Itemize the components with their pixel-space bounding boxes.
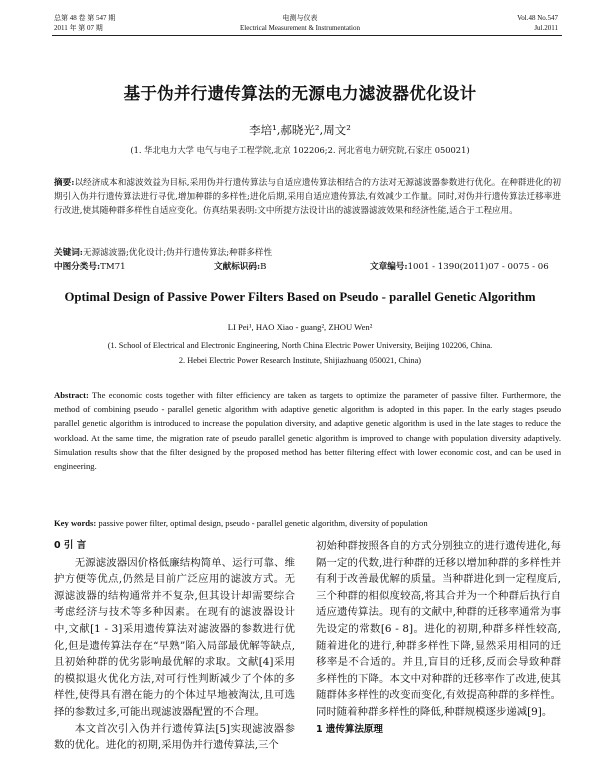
- header-date-en: Jul.2011: [534, 24, 558, 32]
- header-volume: 总第 48 卷 第 547 期: [54, 14, 116, 22]
- authors-en: LI Pei¹, HAO Xiao - guang², ZHOU Wen²: [227, 322, 373, 332]
- affiliation-cn: (1. 华北电力大学 电气与电子工程学院,北京 102206;2. 河北省电力研究院,石家庄 050021): [130, 145, 470, 155]
- header-issue: 2011 年 第 07 期: [54, 24, 103, 32]
- affiliation-en-2: 2. Hebei Electric Power Research Institute, Shijiazhuang 050021, China): [178, 356, 422, 365]
- header-rule: [52, 35, 562, 36]
- keywords-cn-text: 无源滤波器;优化设计;伪并行遗传算法;种群多样性: [82, 248, 273, 258]
- clc-value: TM71: [100, 262, 126, 272]
- abstract-en: [54, 388, 561, 473]
- section-heading-introduction: 0 引 言: [54, 540, 87, 551]
- header-journal-cn: 电测与仪表: [282, 14, 318, 22]
- affiliation-en-1: (1. School of Electrical and Electronic Engineering, North China Electric Power University, Beijing 102206, China.: [107, 341, 493, 350]
- keywords-en: [54, 516, 561, 530]
- body-left-column: [54, 538, 295, 754]
- clc-label: 中图分类号:: [54, 262, 101, 272]
- section-heading-ga-principle: 1 遗传算法原理: [316, 723, 383, 735]
- abstract-cn-label: 摘要:: [54, 178, 75, 188]
- keywords-cn: [54, 246, 272, 260]
- body-paragraph: 本文首次引入伪并行遗传算法[5]实现滤波器参数的优化。进化的初期,采用伪并行遗传算法,三个: [54, 722, 295, 752]
- abstract-en-text: The economic costs together with filter efficiency are taken as targets to optimize the parameter of passive filter. Furthermore, the method of combining pseudo - parallel genetic algorithm with adaptive genetic algorithm is adopted in this paper. In the early stages pseudo parallel genetic algorithm is introduced to increase the population diversity, and adaptive genetic algorithm is used in the late stages to reduce the workload. At the same time, the migration rate of pseudo parallel genetic algorithm is improved to change with population diversity adaptively. Simulation results show that the filter designed by the proposed method has better filtering effect with lower economic cost, and can be used in engineering.: [54, 390, 561, 472]
- body-right-column: [316, 538, 561, 738]
- body-paragraph: 无源滤波器因价格低廉结构简单、运行可靠、维护方便等优点,仍然是目前广泛应用的滤波方式。无源滤波器的结构通常并不复杂,但其设计却需要综合考虑经济与技术等多种因素。在现有的滤波器设计中,文献[1 - 3]采用遗传算法对滤波器的参数进行优化,但是遗传算法存在“早熟”陷入局部最优解等缺点,且初始种群的优劣影响最优解的求取。文献[4]采用的模拟退火优化方法,对可行性判断减少了个体的多样性,使得具有潜在能力的个体过早地被淘汰,且可选择的参数过多,可能出现滤波器配置的不合理。: [54, 556, 295, 718]
- authors-cn: 李培¹,郝晓光²,周文²: [249, 123, 351, 137]
- paper-title-cn: 基于伪并行遗传算法的无源电力滤波器优化设计: [123, 84, 477, 103]
- clc-number: [54, 260, 126, 274]
- doc-value: B: [260, 262, 267, 272]
- abstract-en-label: Abstract:: [54, 390, 89, 400]
- article-number: [370, 260, 549, 274]
- keywords-en-text: passive power filter, optimal design, pseudo - parallel genetic algorithm, diversity of population: [98, 518, 428, 528]
- article-value: 1001 - 1390(2011)07 - 0075 - 06: [407, 262, 549, 272]
- abstract-cn: [54, 176, 561, 218]
- body-paragraph: 初始种群按照各自的方式分别独立的进行遗传进化,每隔一定的代数,进行种群的迁移以增加种群的多样性并有利于改善最优解的质量。当种群进化到一定程度后,三个种群的相似度较高,将其合并为一个种群后执行自适应遗传算法。现有的文献中,种群的迁移率通常为事先设定的常数[6 - 8]。进化的初期,种群多样性较高,随着进化的进行,种群多样性下降,显然采用相同的迁移率是不合适的。并且,盲目的迁移,反而会导致种群多样性的下降。本文中对种群的迁移率作了改进,使其随群体多样性的改变而变化,有效提高种群的多样性。同时随着种群多样性的降低,种群规模逐步递减[9]。: [316, 540, 561, 718]
- abstract-cn-text: 以经济成本和滤波效益为目标,采用伪并行遗传算法与自适应遗传算法相结合的方法对无源滤波器参数进行优化。在种群进化的初期引入伪并行遗传算法进行寻优,增加种群的多样性;进化后期,采用自适应遗传算法,有效减少工作量。同时,对伪并行遗传算法迁移率进行改进,使其随种群多样性自适应变化。仿真结果表明:文中所提方法设计出的滤波器滤波效果和经济性能,适合于工程应用。: [54, 178, 561, 216]
- keywords-cn-label: 关键词:: [54, 248, 83, 258]
- paper-title-en: Optimal Design of Passive Power Filters Based on Pseudo - parallel Genetic Algorithm: [64, 290, 536, 304]
- header-journal-en: Electrical Measurement & Instrumentation: [240, 24, 360, 32]
- keywords-en-label: Key words:: [54, 518, 97, 528]
- document-code: [214, 260, 266, 274]
- article-label: 文章编号:: [370, 262, 408, 272]
- header-volume-en: Vol.48 No.547: [517, 14, 558, 22]
- doc-label: 文献标识码:: [214, 262, 261, 272]
